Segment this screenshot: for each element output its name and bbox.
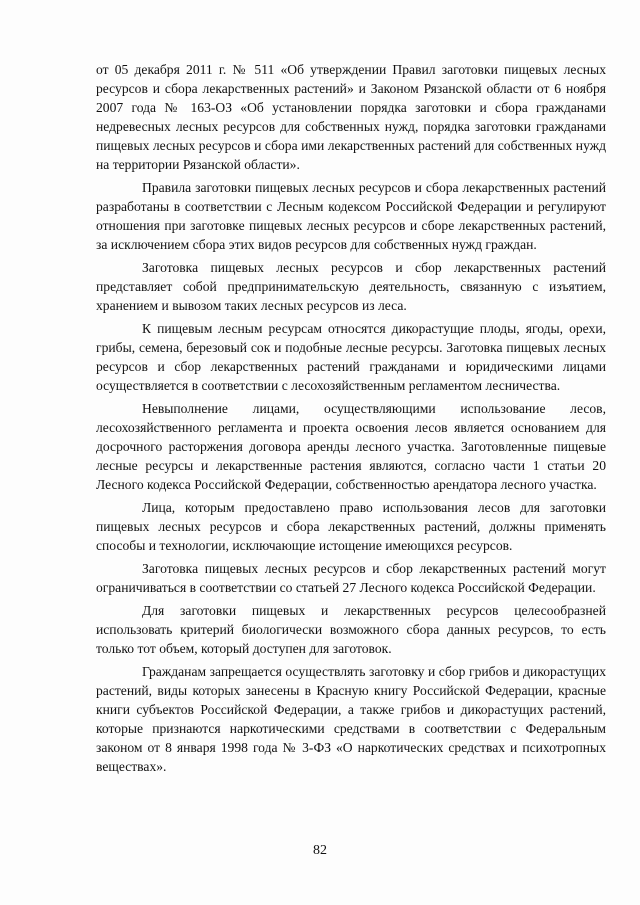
page-body (96, 60, 606, 780)
paragraph-4: К пищевым лесным ресурсам относятся дикорастущие плоды, ягоды, орехи, грибы, семена, березовый сок и подобные лесные ресурсы. Заготовка пищевых лесных ресурсов и сбор лекарственных растений гражданами и юридическими лицами осуществляется в соответствии с лесохозяйственным регламентом лесничества. (96, 321, 606, 393)
paragraph-2: Правила заготовки пищевых лесных ресурсов и сбора лекарственных растений разработаны в соответствии с Лесным кодексом Российской Федерации и регулируют отношения при заготовке пищевых лесных ресурсов и сборе лекарственных растений, за исключением сбора этих видов ресурсов для собственных нужд граждан. (96, 180, 606, 252)
paragraph-5: Невыполнение лицами, осуществляющими использование лесов, лесохозяйственного регламента и проекта освоения лесов является основанием для досрочного расторжения договора аренды лесного участка. Заготовленные пищевые лесные ресурсы и лекарственные растения являются, согласно части 1 статьи 20 Лесного кодекса Российской Федерации, собственностью арендатора лесного участка. (96, 401, 606, 492)
paragraph-8: Для заготовки пищевых и лекарственных ресурсов целесообразней использовать критерий биологически возможного сбора данных ресурсов, то есть только тот объем, который доступен для заготовок. (96, 603, 606, 656)
paragraph-7: Заготовка пищевых лесных ресурсов и сбор лекарственных растений могут ограничиваться в соответствии со статьей 27 Лесного кодекса Российской Федерации. (96, 561, 606, 595)
paragraph-1: от 05 декабря 2011 г. № 511 «Об утверждении Правил заготовки пищевых лесных ресурсов и сбора лекарственных растений» и Законом Рязанской области от 6 ноября 2007 года № 163-ОЗ «Об установлении порядка заготовки и сбора гражданами недревесных лесных ресурсов для собственных нужд, порядка заготовки гражданами пищевых лесных ресурсов и сбора ими лекарственных растений для собственных нужд на территории Рязанской области». (96, 62, 606, 172)
paragraph-9: Гражданам запрещается осуществлять заготовку и сбор грибов и дикорастущих растений, виды которых занесены в Красную книгу Российской Федерации, красные книги субъектов Российской Федерации, а также грибов и дикорастущих растений, которые признаются наркотическими средствами в соответствии с Федеральным законом от 8 января 1998 года № 3-ФЗ «О наркотических средствах и психотропных веществах». (96, 664, 606, 774)
paragraph-6: Лица, которым предоставлено право использования лесов для заготовки пищевых лесных ресурсов и сбора лекарственных растений, должны применять способы и технологии, исключающие истощение имеющихся ресурсов. (96, 500, 606, 553)
paragraph-3: Заготовка пищевых лесных ресурсов и сбор лекарственных растений представляет собой предпринимательскую деятельность, связанную с изъятием, хранением и вывозом таких лесных ресурсов из леса. (96, 260, 606, 313)
page-number: 82 (313, 843, 327, 858)
